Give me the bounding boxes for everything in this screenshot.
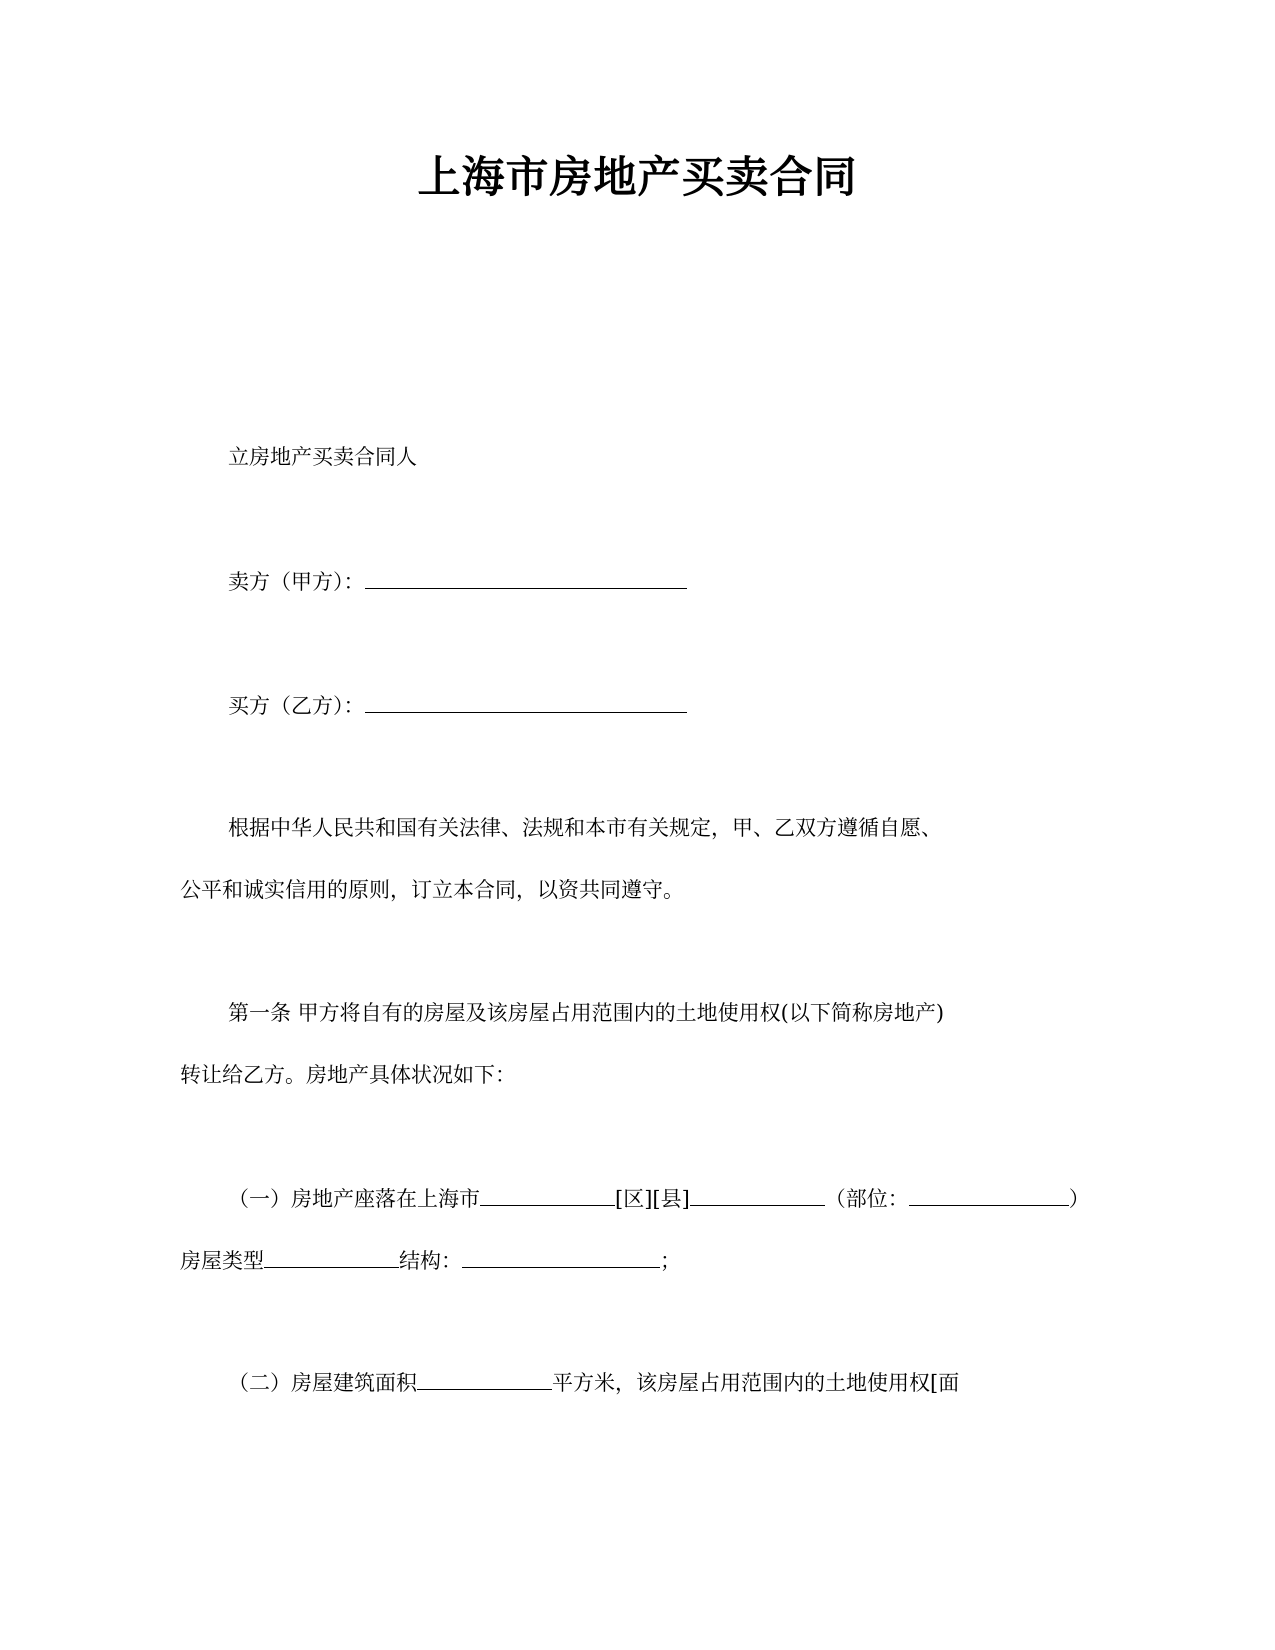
document-title: 上海市房地产买卖合同 xyxy=(417,153,858,203)
item1-end: ； xyxy=(660,1249,681,1273)
article1-line-2: 转让给乙方。房地产具体状况如下： xyxy=(180,1063,516,1087)
house-type-label: 房屋类型 xyxy=(180,1249,264,1273)
house-type-blank[interactable] xyxy=(264,1245,399,1268)
seller-name-blank[interactable] xyxy=(365,566,687,589)
seller-label: 卖方（甲方）： xyxy=(228,570,365,594)
item2-line-1 xyxy=(228,1367,959,1397)
article1-line-1: 第一条 甲方将自有的房屋及该房屋占用范围内的土地使用权(以下简称房地产) xyxy=(228,1001,945,1025)
preamble-line-1: 根据中华人民共和国有关法律、法规和本市有关规定，甲、乙双方遵循自愿、 xyxy=(228,816,942,840)
parties-heading: 立房地产买卖合同人 xyxy=(228,445,417,469)
buyer-label: 买方（乙方）： xyxy=(228,694,365,718)
buyer-line xyxy=(228,690,687,720)
item1-prefix: （一）房地产座落在上海市 xyxy=(228,1187,480,1211)
location-label: （部位： xyxy=(824,1187,909,1211)
location-close: ） xyxy=(1068,1187,1090,1211)
preamble-line-2: 公平和诚实信用的原则，订立本合同，以资共同遵守。 xyxy=(180,878,684,902)
floor-area-blank[interactable] xyxy=(417,1367,552,1390)
seller-line xyxy=(228,566,687,596)
item1-line-2 xyxy=(180,1245,681,1275)
location-blank[interactable] xyxy=(909,1183,1069,1206)
item1-line-1 xyxy=(228,1183,1090,1213)
buyer-name-blank[interactable] xyxy=(365,690,687,713)
structure-label: 结构： xyxy=(399,1249,462,1273)
district-county-blank[interactable] xyxy=(690,1183,825,1206)
item2-suffix: 平方米，该房屋占用范围内的土地使用权[面 xyxy=(552,1371,960,1395)
structure-blank[interactable] xyxy=(462,1245,660,1268)
city-district-blank[interactable] xyxy=(480,1183,615,1206)
district-county-label: [区][县] xyxy=(615,1187,690,1211)
item2-prefix: （二）房屋建筑面积 xyxy=(228,1371,417,1395)
